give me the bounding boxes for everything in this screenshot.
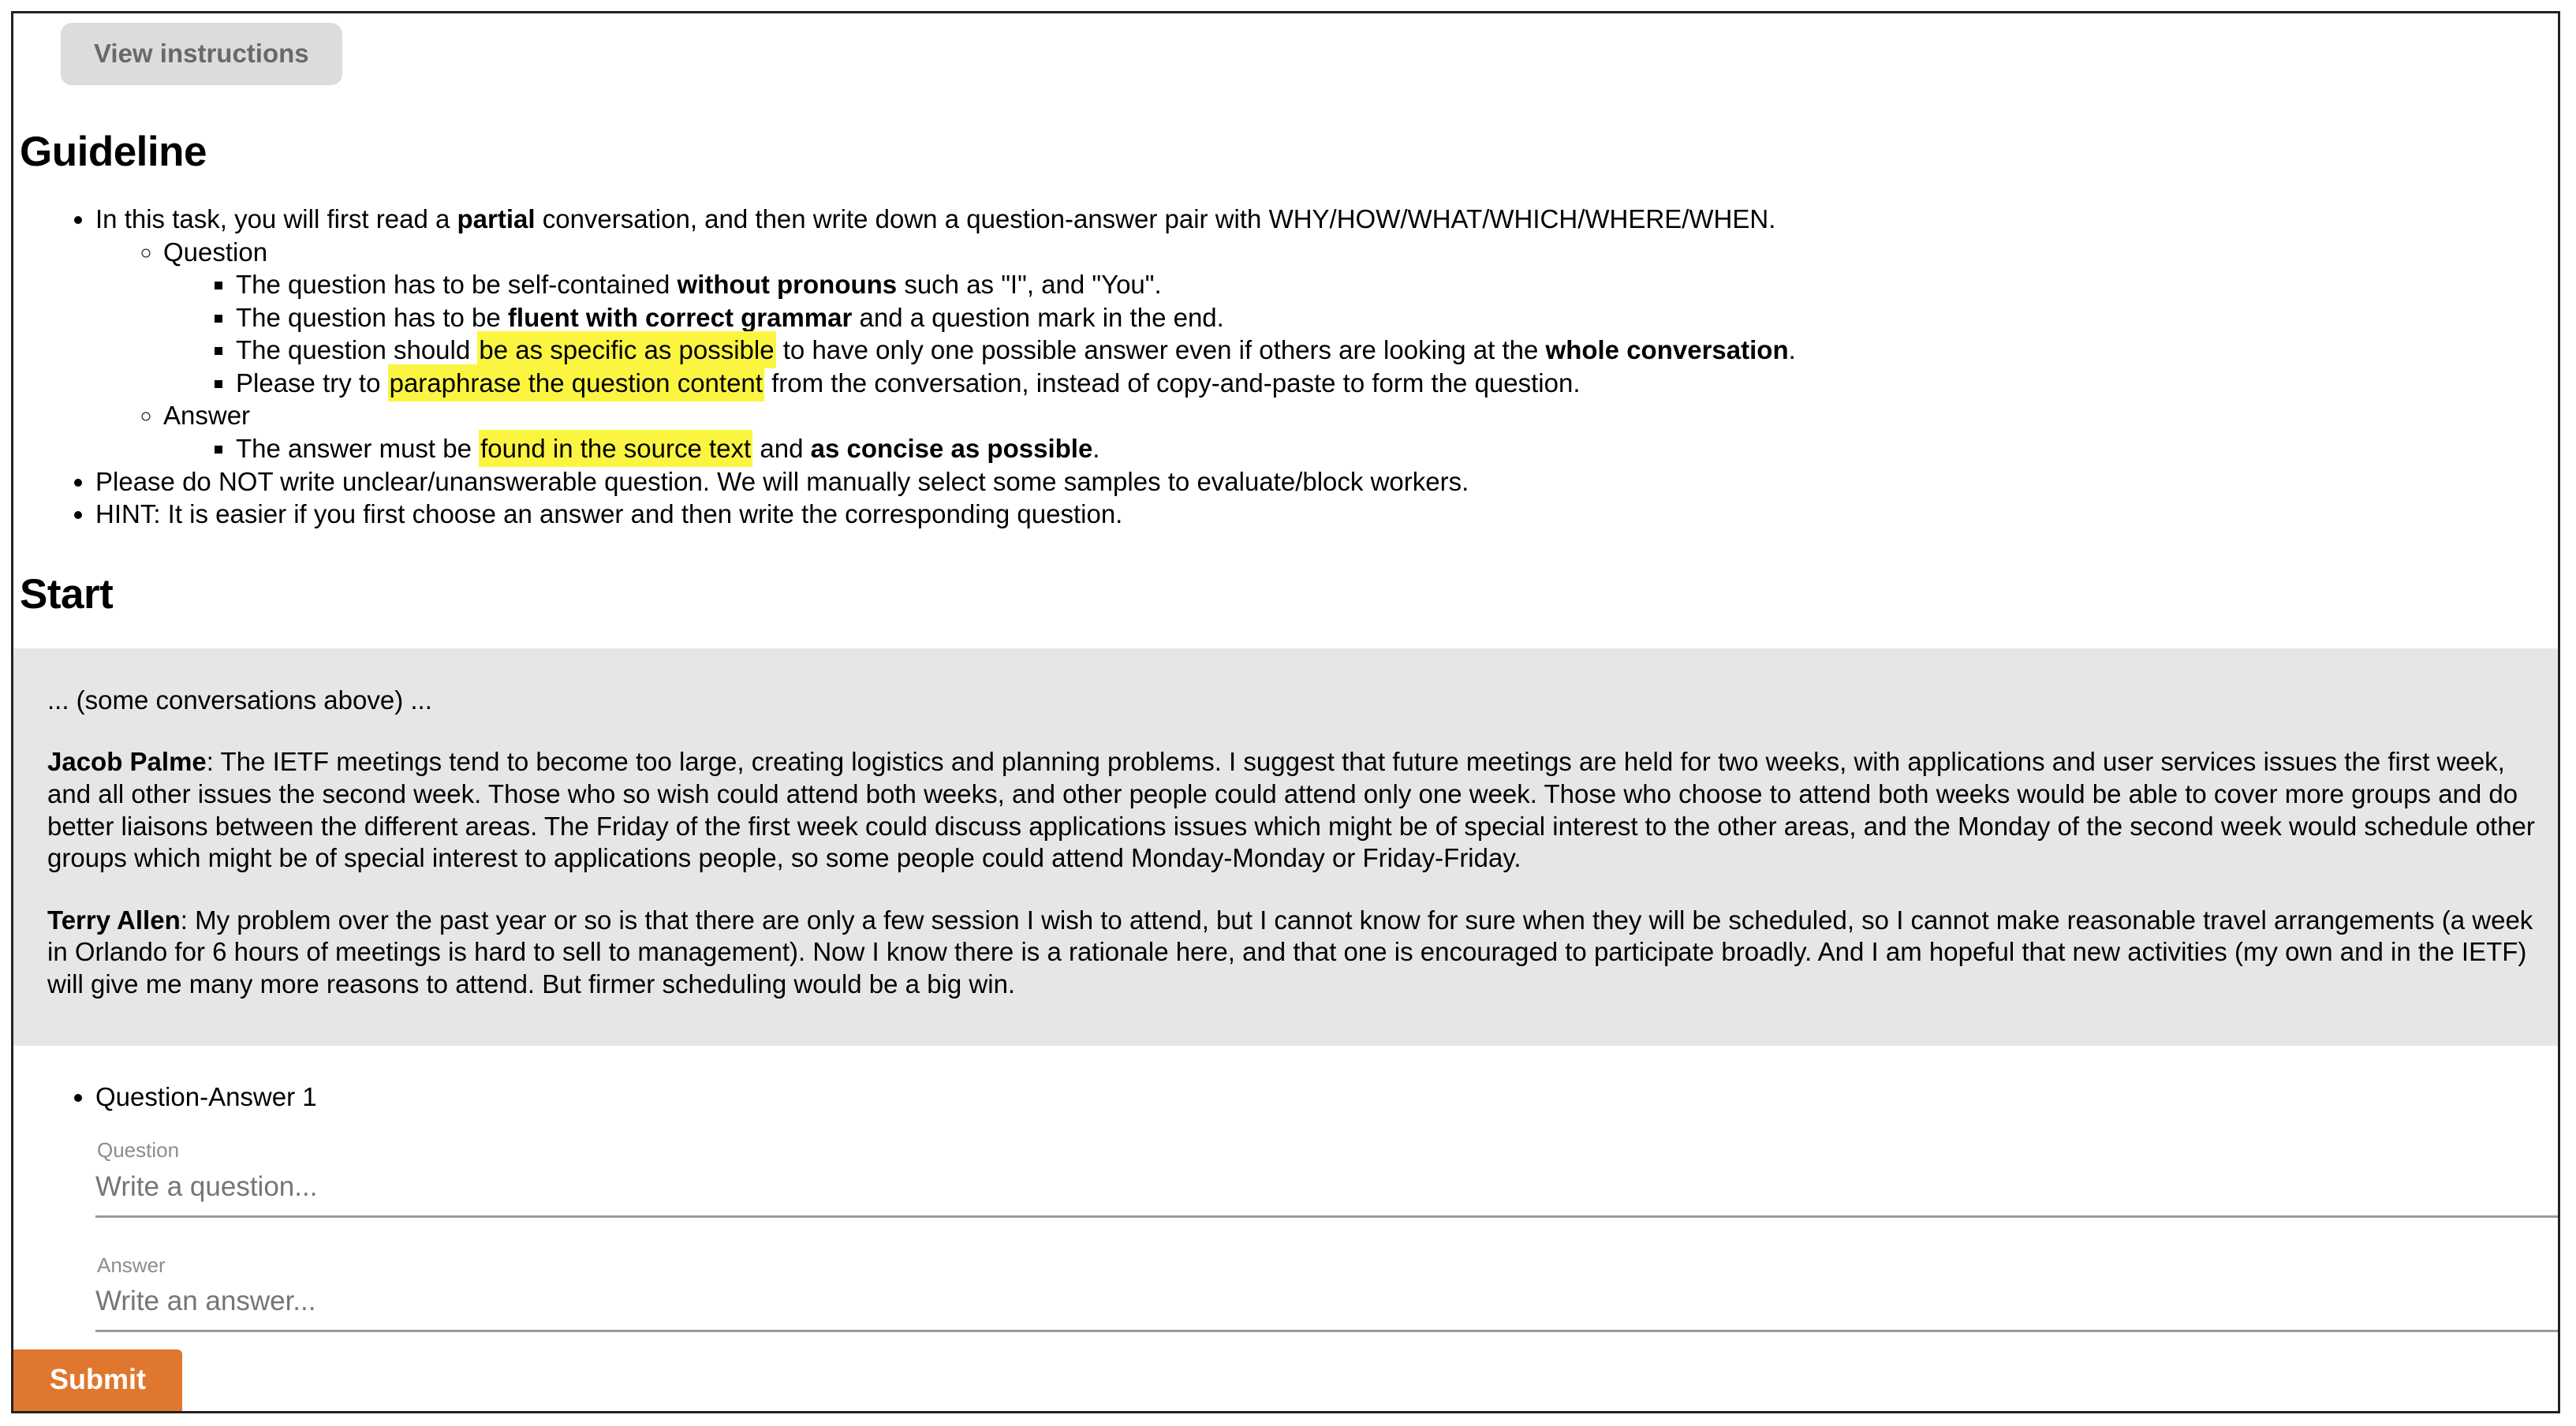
message-text: My problem over the past year or so is that there are only a few session I wish to attend, but I cannot know for sure when they will be scheduled, so I cannot make reasonable travel arrangements (a week in Orlando for 6 hours of meetings is hard to sell to management). Now I know there is a rationale here, and that one is encouraged to participate broadly. And I am hopeful that new activities (my own and in the IETF) will give me many more reasons to attend. But firmer scheduling would be a big win. bbox=[47, 905, 2533, 999]
qa-item bbox=[95, 1081, 2558, 1332]
warning-text: Please do NOT write unclear/unanswerable question. We will manually select some samples to evaluate/block workers. bbox=[95, 466, 1469, 496]
question-rules-list bbox=[163, 268, 2558, 399]
qa-item-label: Question-Answer 1 bbox=[95, 1082, 317, 1112]
answer-input[interactable] bbox=[95, 1279, 2558, 1332]
message-text: The IETF meetings tend to become too large, creating logistics and planning problems. I suggest that future meetings are held for two weeks, with applications and user services issues the first week, and all other issues the second week. Those who so wish could attend both weeks, and other people could attend only one week. Those who choose to attend both weeks would be able to cover more groups and do better liaisons between the different areas. The Friday of the first week could discuss applications issues which might be of special interest to the other areas, and the Monday of the second week would schedule other groups which might be of special interest to applications people, so some people could attend Monday-Monday or Friday-Friday. bbox=[47, 747, 2535, 873]
answer-rule-text: The answer must be found in the source text and as concise as possible. bbox=[236, 430, 1099, 467]
question-rule-text: The question should be as specific as possible to have only one possible answer even if others are looking at the whole conversation. bbox=[236, 331, 1796, 368]
answer-rule bbox=[236, 432, 2558, 465]
question-rule bbox=[236, 367, 2558, 400]
view-instructions-button[interactable]: View instructions bbox=[61, 23, 342, 85]
question-rule-text: Please try to paraphrase the question content from the conversation, instead of copy-and-paste to form the question. bbox=[236, 364, 1581, 401]
submit-button[interactable]: Submit bbox=[13, 1349, 182, 1411]
question-rule-text: The question has to be self-contained without pronouns such as "I", and "You". bbox=[236, 270, 1162, 300]
question-label: Question bbox=[97, 1137, 180, 1162]
speaker-name: Terry Allen bbox=[47, 905, 181, 935]
guideline-heading: Guideline bbox=[20, 129, 207, 175]
task-page bbox=[11, 11, 2560, 1413]
guideline-intro-text: In this task, you will first read a partial conversation, and then write down a question-answer pair with WHY/HOW/WHAT/WHICH/WHERE/WHEN. bbox=[95, 204, 1776, 233]
question-rule-text: The question has to be fluent with correct grammar and a question mark in the end. bbox=[236, 302, 1224, 332]
answer-rules-list bbox=[163, 432, 2558, 465]
speaker-name: Jacob Palme bbox=[47, 747, 207, 777]
conversation-ellipsis: ... (some conversations above) ... bbox=[47, 685, 432, 715]
answer-field bbox=[95, 1252, 2558, 1333]
question-header-text: Question bbox=[163, 237, 268, 267]
guideline-item-answer-header bbox=[163, 399, 2558, 465]
answer-label: Answer bbox=[97, 1252, 166, 1277]
qa-list bbox=[13, 1081, 2558, 1332]
conversation-message bbox=[47, 905, 2536, 1001]
guideline-sublist bbox=[95, 236, 2558, 465]
conversation-box bbox=[13, 648, 2558, 1047]
answer-header-text: Answer bbox=[163, 401, 251, 431]
question-rule bbox=[236, 301, 2558, 334]
speaker-separator: : bbox=[180, 905, 196, 935]
question-field bbox=[95, 1137, 2558, 1218]
guideline-list bbox=[13, 203, 2558, 531]
conversation-message bbox=[47, 746, 2536, 874]
guideline-item-hint bbox=[95, 498, 2558, 531]
guideline-item-warning bbox=[95, 465, 2558, 498]
speaker-separator: : bbox=[206, 747, 221, 777]
question-input[interactable] bbox=[95, 1165, 2558, 1218]
guideline-item-intro bbox=[95, 203, 2558, 465]
question-rule bbox=[236, 334, 2558, 367]
question-rule bbox=[236, 268, 2558, 301]
start-heading: Start bbox=[20, 570, 114, 618]
guideline-item-question-header bbox=[163, 236, 2558, 400]
hint-text: HINT: It is easier if you first choose an answer and then write the corresponding question. bbox=[95, 499, 1123, 529]
